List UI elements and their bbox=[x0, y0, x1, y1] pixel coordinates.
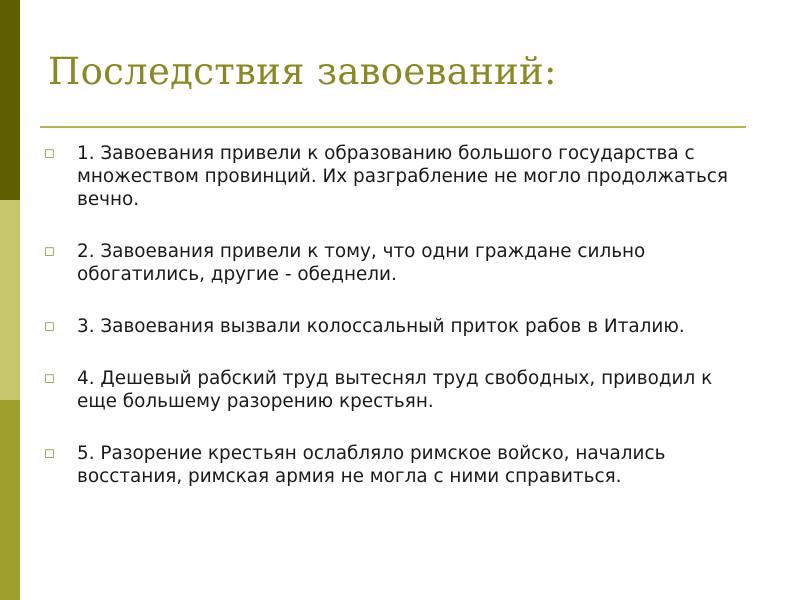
square-bullet-icon: ◻ bbox=[44, 146, 55, 161]
left-stripe-bar bbox=[0, 0, 20, 600]
square-bullet-icon: ◻ bbox=[44, 371, 55, 386]
square-bullet-icon: ◻ bbox=[44, 244, 55, 259]
list-item bbox=[44, 315, 754, 338]
list-item-text: 5. Разорение крестьян ослабляло римское войско, начались восстания, римская армия не могла с ними справиться. bbox=[77, 443, 666, 487]
stripe-segment-dark bbox=[0, 0, 20, 200]
title-divider bbox=[40, 126, 746, 128]
list-item bbox=[44, 142, 754, 211]
slide-title: Последствия завоеваний: bbox=[48, 50, 557, 93]
list-item-text: 1. Завоевания привели к образованию большого государства с множеством провинций. Их разграбление не могло продолжаться вечно. bbox=[77, 143, 728, 210]
bullet-list bbox=[44, 142, 754, 517]
list-item bbox=[44, 367, 754, 413]
list-item-text: 3. Завоевания вызвали колоссальный приток рабов в Италию. bbox=[77, 316, 685, 337]
list-item-text: 2. Завоевания привели к тому, что одни граждане сильно обогатились, другие - обеднели. bbox=[77, 241, 646, 285]
list-item bbox=[44, 442, 754, 488]
stripe-segment-mid bbox=[0, 400, 20, 600]
list-item-text: 4. Дешевый рабский труд вытеснял труд свободных, приводил к еще большему разорению крестьян. bbox=[77, 368, 713, 412]
list-item bbox=[44, 240, 754, 286]
stripe-segment-light bbox=[0, 200, 20, 400]
square-bullet-icon: ◻ bbox=[44, 319, 55, 334]
square-bullet-icon: ◻ bbox=[44, 446, 55, 461]
